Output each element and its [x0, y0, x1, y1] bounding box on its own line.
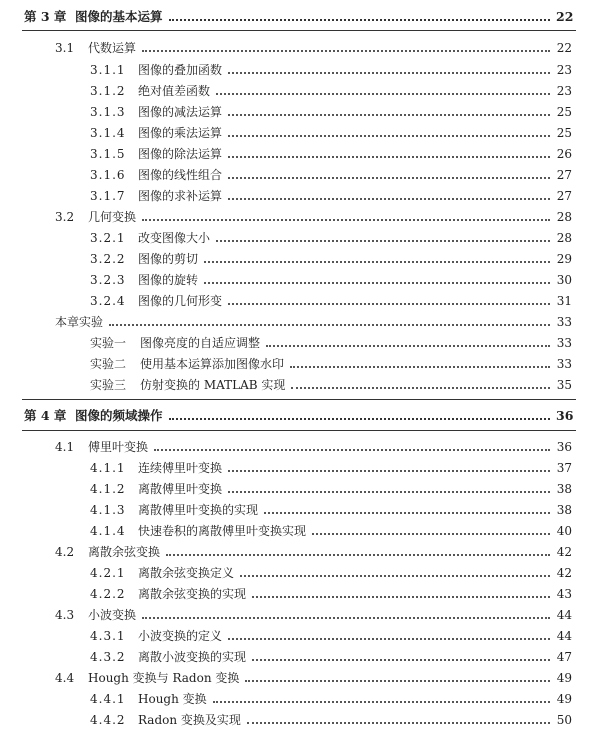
- dot-leader: [228, 303, 550, 305]
- toc-entry-title: 图像的乘法运算: [138, 126, 223, 140]
- section-divider: [22, 399, 576, 400]
- toc-entry-sub[interactable]: [0, 479, 614, 499]
- toc-entry-number: 4.1.4: [90, 524, 126, 538]
- toc-entry-sub[interactable]: [0, 123, 614, 143]
- toc-entry-number: 3.2.1: [90, 231, 126, 245]
- dot-leader: [142, 617, 550, 619]
- toc-entry-number: 4.2: [55, 545, 75, 559]
- dot-leader: [266, 345, 550, 347]
- toc-entry-page-number: 23: [556, 84, 572, 98]
- toc-entry-number: 4.4.2: [90, 713, 126, 727]
- toc-entry-page-number: 43: [556, 587, 572, 601]
- toc-entry-number: 4.4: [55, 671, 75, 685]
- dot-leader: [154, 449, 550, 451]
- toc-entry-sub[interactable]: [0, 249, 614, 269]
- toc-entry-section[interactable]: [0, 605, 614, 625]
- toc-entry-chapter[interactable]: [0, 7, 614, 27]
- toc-entry-page-number: 28: [556, 231, 572, 245]
- toc-entry-number: 第 4 章: [24, 408, 67, 423]
- toc-entry-sub[interactable]: [0, 228, 614, 248]
- toc-entry-title: 仿射变换的 MATLAB 实现: [140, 378, 286, 392]
- toc-entry-title: 图像的剪切: [138, 252, 199, 266]
- toc-entry-title: Hough 变换与 Radon 变换: [88, 671, 240, 685]
- dot-leader: [247, 722, 550, 724]
- toc-entry-section[interactable]: [0, 668, 614, 688]
- dot-leader: [264, 512, 550, 514]
- toc-entry-number: 4.1.3: [90, 503, 126, 517]
- toc-entry-number: 4.3: [55, 608, 75, 622]
- toc-entry-number: 3.1: [55, 41, 75, 55]
- dot-leader: [204, 282, 550, 284]
- toc-entry-title: 图像的除法运算: [138, 147, 223, 161]
- toc-entry-title: 小波变换: [88, 608, 137, 622]
- toc-entry-page-number: 50: [556, 713, 572, 727]
- toc-entry-number: 4.2.2: [90, 587, 126, 601]
- section-divider: [22, 430, 576, 431]
- dot-leader: [204, 261, 550, 263]
- toc-entry-page-number: 38: [556, 503, 572, 517]
- section-divider: [22, 30, 576, 31]
- toc-entry-page-number: 33: [556, 357, 572, 371]
- toc-entry-page-number: 25: [556, 105, 572, 119]
- dot-leader: [166, 554, 550, 556]
- dot-leader: [109, 324, 550, 326]
- toc-entry-page-number: 28: [556, 210, 572, 224]
- toc-entry-title: 傅里叶变换: [88, 440, 149, 454]
- toc-entry-exp[interactable]: [0, 375, 614, 395]
- toc-entry-title: 离散余弦变换的实现: [138, 587, 247, 601]
- toc-entry-number: 实验三: [90, 378, 127, 392]
- toc-entry-sub[interactable]: [0, 710, 614, 730]
- dot-leader: [240, 575, 550, 577]
- dot-leader: [228, 638, 550, 640]
- toc-entry-page-number: 36: [556, 408, 574, 423]
- toc-entry-title: Radon 变换及实现: [138, 713, 241, 727]
- toc-entry-page-number: 27: [556, 168, 572, 182]
- toc-entry-page-number: 42: [556, 545, 572, 559]
- toc-entry-page-number: 37: [556, 461, 572, 475]
- dot-leader: [213, 701, 550, 703]
- toc-entry-page-number: 31: [556, 294, 572, 308]
- dot-leader: [312, 533, 550, 535]
- dot-leader: [228, 156, 550, 158]
- toc-entry-page-number: 44: [556, 608, 572, 622]
- toc-entry-sub[interactable]: [0, 584, 614, 604]
- toc-entry-page-number: 25: [556, 126, 572, 140]
- dot-leader: [216, 93, 550, 95]
- toc-entry-number: 4.3.1: [90, 629, 126, 643]
- toc-entry-number: 实验一: [90, 336, 127, 350]
- toc-entry-page-number: 36: [556, 440, 572, 454]
- toc-entry-title: Hough 变换: [138, 692, 207, 706]
- toc-entry-title: 离散傅里叶变换的实现: [138, 503, 259, 517]
- toc-entry-exp[interactable]: [0, 354, 614, 374]
- toc-entry-number: 4.3.2: [90, 650, 126, 664]
- toc-entry-number: 3.2: [55, 210, 75, 224]
- toc-entry-section[interactable]: [0, 542, 614, 562]
- toc-entry-title: 快速卷积的离散傅里叶变换实现: [138, 524, 307, 538]
- toc-entry-number: 3.1.1: [90, 63, 126, 77]
- toc-entry-number: 4.1.1: [90, 461, 126, 475]
- toc-entry-page-number: 47: [556, 650, 572, 664]
- toc-entry-sub[interactable]: [0, 186, 614, 206]
- toc-entry-sub[interactable]: [0, 81, 614, 101]
- toc-entry-section[interactable]: [0, 38, 614, 58]
- toc-entry-page-number: 29: [556, 252, 572, 266]
- toc-entry-title: 连续傅里叶变换: [138, 461, 223, 475]
- toc-entry-sub[interactable]: [0, 270, 614, 290]
- toc-entry-section[interactable]: [0, 207, 614, 227]
- toc-entry-title: 图像的基本运算: [75, 9, 163, 24]
- toc-entry-sub[interactable]: [0, 647, 614, 667]
- toc-entry-title: 代数运算: [88, 41, 137, 55]
- toc-entry-sub[interactable]: [0, 165, 614, 185]
- toc-entry-page-number: 38: [556, 482, 572, 496]
- toc-entry-sub[interactable]: [0, 500, 614, 520]
- dot-leader: [169, 418, 550, 420]
- toc-entry-number: 3.1.2: [90, 84, 126, 98]
- toc-entry-number: 3.1.5: [90, 147, 126, 161]
- toc-entry-title: 图像的旋转: [138, 273, 199, 287]
- dot-leader: [245, 680, 550, 682]
- toc-entry-title: 图像的叠加函数: [138, 63, 223, 77]
- toc-entry-title: 本章实验: [55, 315, 104, 329]
- toc-entry-title: 离散小波变换的实现: [138, 650, 247, 664]
- dot-leader: [216, 240, 550, 242]
- toc-entry-number: 3.1.7: [90, 189, 126, 203]
- dot-leader: [291, 387, 550, 389]
- toc-entry-number: 4.4.1: [90, 692, 126, 706]
- toc-entry-number: 4.2.1: [90, 566, 126, 580]
- toc-entry-title: 图像的减法运算: [138, 105, 223, 119]
- toc-entry-exp[interactable]: [0, 333, 614, 353]
- dot-leader: [142, 50, 550, 52]
- dot-leader: [169, 19, 550, 21]
- dot-leader: [228, 135, 550, 137]
- toc-entry-title: 离散余弦变换定义: [138, 566, 235, 580]
- toc-entry-number: 3.1.4: [90, 126, 126, 140]
- toc-entry-sub[interactable]: [0, 626, 614, 646]
- toc-entry-number: 第 3 章: [24, 9, 67, 24]
- toc-entry-number: 3.1.3: [90, 105, 126, 119]
- toc-entry-number: 3.2.4: [90, 294, 126, 308]
- toc-entry-number: 3.2.2: [90, 252, 126, 266]
- toc-entry-page-number: 22: [556, 9, 574, 24]
- toc-entry-sub[interactable]: [0, 102, 614, 122]
- toc-entry-title: 离散傅里叶变换: [138, 482, 223, 496]
- toc-entry-page-number: 26: [556, 147, 572, 161]
- toc-entry-sub[interactable]: [0, 689, 614, 709]
- toc-entry-title: 使用基本运算添加图像水印: [140, 357, 285, 371]
- toc-entry-title: 改变图像大小: [138, 231, 211, 245]
- toc-entry-sub[interactable]: [0, 144, 614, 164]
- toc-entry-title: 图像的求补运算: [138, 189, 223, 203]
- toc-entry-title: 图像的线性组合: [138, 168, 223, 182]
- toc-entry-plain[interactable]: [0, 312, 614, 332]
- toc-entry-number: 3.2.3: [90, 273, 126, 287]
- toc-entry-title: 小波变换的定义: [138, 629, 223, 643]
- dot-leader: [228, 198, 550, 200]
- dot-leader: [228, 177, 550, 179]
- toc-entry-title: 绝对值差函数: [138, 84, 211, 98]
- toc-entry-section[interactable]: [0, 437, 614, 457]
- toc-entry-page-number: 27: [556, 189, 572, 203]
- dot-leader: [228, 72, 550, 74]
- toc-entry-sub[interactable]: [0, 458, 614, 478]
- dot-leader: [228, 491, 550, 493]
- toc-entry-page-number: 33: [556, 336, 572, 350]
- dot-leader: [228, 470, 550, 472]
- toc-entry-sub[interactable]: [0, 521, 614, 541]
- toc-entry-title: 图像的几何形变: [138, 294, 223, 308]
- toc-entry-title: 几何变换: [88, 210, 137, 224]
- toc-entry-page-number: 42: [556, 566, 572, 580]
- dot-leader: [252, 596, 550, 598]
- toc-entry-chapter[interactable]: [0, 406, 614, 426]
- toc-entry-page-number: 33: [556, 315, 572, 329]
- toc-entry-page-number: 44: [556, 629, 572, 643]
- toc-entry-page-number: 22: [556, 41, 572, 55]
- toc-entry-page-number: 35: [556, 378, 572, 392]
- toc-entry-sub[interactable]: [0, 291, 614, 311]
- toc-entry-number: 3.1.6: [90, 168, 126, 182]
- toc-entry-number: 实验二: [90, 357, 127, 371]
- toc-entry-title: 离散余弦变换: [88, 545, 161, 559]
- dot-leader: [228, 114, 550, 116]
- toc-entry-page-number: 49: [556, 692, 572, 706]
- toc-entry-sub[interactable]: [0, 60, 614, 80]
- toc-entry-page-number: 49: [556, 671, 572, 685]
- toc-entry-page-number: 30: [556, 273, 572, 287]
- toc-entry-number: 4.1: [55, 440, 75, 454]
- dot-leader: [142, 219, 550, 221]
- toc-entry-sub[interactable]: [0, 563, 614, 583]
- toc-entry-title: 图像亮度的自适应调整: [140, 336, 261, 350]
- dot-leader: [252, 659, 550, 661]
- toc-entry-page-number: 40: [556, 524, 572, 538]
- dot-leader: [290, 366, 550, 368]
- toc-entry-number: 4.1.2: [90, 482, 126, 496]
- toc-entry-title: 图像的频域操作: [75, 408, 163, 423]
- toc-entry-page-number: 23: [556, 63, 572, 77]
